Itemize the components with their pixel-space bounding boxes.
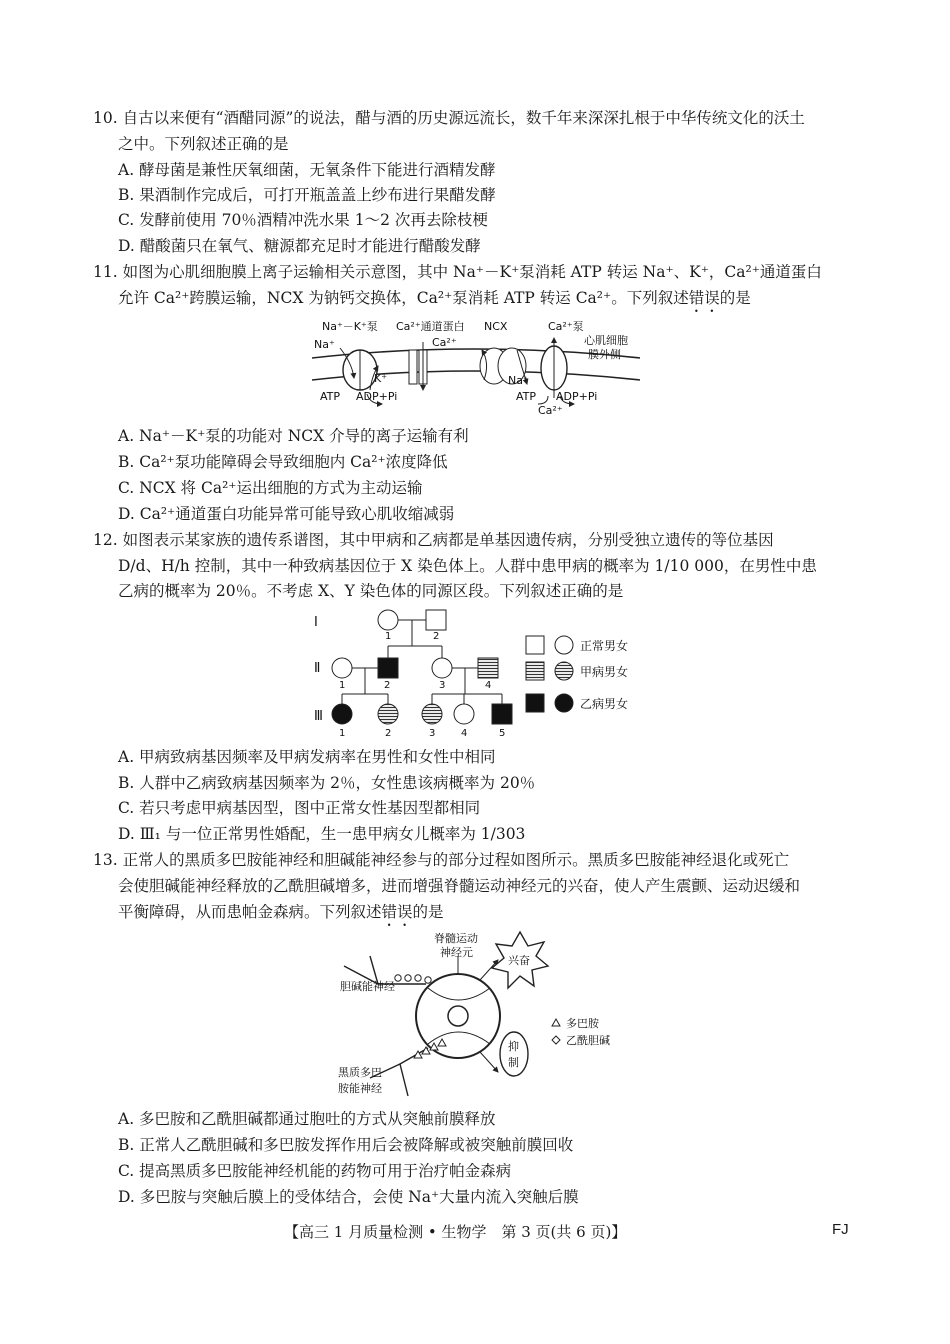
- legend-jia-female: [555, 662, 573, 680]
- neuron-figure: [330, 926, 630, 1102]
- q13-option-d: D. 多巴胺与突触后膜上的受体结合，会使 Na⁺大量内流入突触后膜: [118, 1188, 579, 1206]
- svg-text:4: 4: [461, 728, 468, 739]
- svg-text:1: 1: [385, 631, 392, 642]
- legend-yi-label: 乙病男女: [580, 697, 629, 711]
- q13-option-a: A. 多巴胺和乙酰胆碱都通过胞吐的方式从突触前膜释放: [118, 1110, 496, 1128]
- footer-right: FJ: [832, 1221, 849, 1238]
- gen3-male-5: [492, 704, 512, 724]
- legend-ach-label: 乙酰胆碱: [566, 1034, 610, 1047]
- q11-stem-line1: 11. 如图为心肌细胞膜上离子运输相关示意图，其中 Na⁺－K⁺泵消耗 ATP 转运 Na⁺、K⁺，Ca²⁺通道蛋白: [93, 263, 822, 281]
- legend-normal-male: [526, 636, 544, 654]
- q13-stem-line2: 会使胆碱能神经释放的乙酰胆碱增多，进而增强脊髓运动神经元的兴奋，使人产生震颤、运动迟缓和: [118, 877, 801, 895]
- gen1-female-1: [378, 610, 398, 630]
- fig-label-ncx: NCX: [484, 320, 508, 333]
- fig-spinal-1: 脊髓运动: [434, 932, 478, 945]
- svg-text:4: 4: [485, 680, 492, 691]
- gen3-female-1: [332, 704, 352, 724]
- fig-ion-k: K⁺: [374, 372, 388, 385]
- gen2-male-2: [378, 658, 398, 678]
- svg-text:5: 5: [499, 728, 506, 739]
- fig-label-outside-1: 心肌细胞: [584, 334, 628, 347]
- gen3-female-4: [454, 704, 474, 724]
- fig-inhibit-2: 制: [508, 1056, 519, 1069]
- gen1-male-2: [426, 610, 446, 630]
- gen2-male-4: [478, 658, 498, 678]
- q11-stem-line2: 允许 Ca²⁺跨膜运输，NCX 为钠钙交换体，Ca²⁺泵消耗 ATP 转运 Ca²⁺。下列叙述错误的是: [118, 289, 751, 307]
- q11-option-d: D. Ca²⁺通道蛋白功能异常可能导致心肌收缩减弱: [118, 505, 455, 523]
- q13-emphasis: 错误: [381, 903, 413, 921]
- gen-label-1: Ⅰ: [314, 615, 318, 630]
- legend-yi-female: [555, 694, 573, 712]
- q11-option-a: A. Na⁺－K⁺泵的功能对 NCX 介导的离子运输有利: [118, 427, 469, 445]
- fig-label-ca-pump: Ca²⁺泵: [548, 320, 584, 333]
- q13-option-c: C. 提高黑质多巴胺能神经机能的药物可用于治疗帕金森病: [118, 1162, 512, 1180]
- fig-ion-ca-bottom: Ca²⁺: [538, 404, 563, 417]
- svg-text:1: 1: [339, 680, 346, 691]
- legend-yi-male: [526, 694, 544, 712]
- legend-jia-label: 甲病男女: [580, 665, 629, 679]
- q12-stem-line2: D/d、H/h 控制，其中一种致病基因位于 X 染色体上。人群中患甲病的概率为 1/10 000，在男性中患: [118, 557, 817, 575]
- legend-normal-female: [555, 636, 573, 654]
- q11-option-c: C. NCX 将 Ca²⁺运出细胞的方式为主动运输: [118, 479, 423, 497]
- q11-emphasis: 错误: [688, 289, 720, 307]
- gen3-female-3: [422, 704, 442, 724]
- gen2-female-1: [332, 658, 352, 678]
- fig-atp-1: ATP: [320, 390, 341, 403]
- q13-option-b: B. 正常人乙酰胆碱和多巴胺发挥作用后会被降解或被突触前膜回收: [118, 1136, 574, 1154]
- legend-dopamine-icon: [552, 1019, 560, 1026]
- fig-adp-1: ADP+Pi: [356, 390, 398, 403]
- svg-text:2: 2: [385, 728, 392, 739]
- q12-option-a: A. 甲病致病基因频率及甲病发病率在男性和女性中相同: [118, 748, 496, 766]
- q13-stem-line1: 13. 正常人的黑质多巴胺能神经和胆碱能神经参与的部分过程如图所示。黑质多巴胺能神经退化或死亡: [93, 851, 790, 869]
- gen2-female-3: [432, 658, 452, 678]
- legend-ach-icon: [552, 1036, 560, 1044]
- legend-dopamine-label: 多巴胺: [566, 1017, 599, 1030]
- q10-option-b: B. 果酒制作完成后，可打开瓶盖盖上纱布进行果醋发酵: [118, 186, 496, 204]
- q10-option-d: D. 醋酸菌只在氧气、糖源都充足时才能进行醋酸发酵: [118, 237, 481, 255]
- q12-option-c: C. 若只考虑甲病基因型，图中正常女性基因型都相同: [118, 799, 481, 817]
- q10-option-a: A. 酵母菌是兼性厌氧细菌，无氧条件下能进行酒精发酵: [118, 161, 496, 179]
- svg-text:2: 2: [433, 631, 440, 642]
- svg-text:3: 3: [439, 680, 446, 691]
- q11-option-b: B. Ca²⁺泵功能障碍会导致细胞内 Ca²⁺浓度降低: [118, 453, 448, 471]
- fig-inhibit-1: 抑: [508, 1040, 519, 1053]
- fig-excite: 兴奋: [508, 954, 530, 967]
- q12-stem-line1: 12. 如图表示某家族的遗传系谱图，其中甲病和乙病都是单基因遗传病，分别受独立遗传的等位基因: [93, 531, 774, 549]
- legend-normal-label: 正常男女: [580, 639, 629, 653]
- pedigree-figure: [312, 604, 642, 740]
- fig-atp-2: ATP: [516, 390, 537, 403]
- fig-ion-ca-channel: Ca²⁺: [432, 336, 457, 349]
- fig-label-outside-2: 膜外侧: [588, 348, 621, 361]
- q12-option-d: D. Ⅲ₁ 与一位正常男性婚配，生一患甲病女儿概率为 1/303: [118, 825, 526, 843]
- fig-dopa-2: 胺能神经: [338, 1082, 382, 1095]
- svg-text:3: 3: [429, 728, 436, 739]
- ion-transport-figure: [312, 318, 640, 418]
- svg-text:1: 1: [339, 728, 346, 739]
- q10-stem-line2: 之中。下列叙述正确的是: [118, 135, 289, 153]
- gen-label-3: Ⅲ: [314, 709, 323, 724]
- fig-ion-na-ncx: Na⁺: [508, 374, 529, 387]
- svg-text:2: 2: [384, 680, 391, 691]
- fig-spinal-2: 神经元: [440, 946, 473, 959]
- fig-ion-na-top: Na⁺: [314, 338, 335, 351]
- fig-label-ca-channel: Ca²⁺通道蛋白: [396, 320, 465, 333]
- q12-option-b: B. 人群中乙病致病基因频率为 2％，女性患该病概率为 20％: [118, 774, 536, 792]
- fig-choline: 胆碱能神经: [340, 980, 395, 993]
- q12-stem-line3: 乙病的概率为 20％。不考虑 X、Y 染色体的同源区段。下列叙述正确的是: [118, 582, 624, 600]
- fig-adp-2: ADP+Pi: [556, 390, 598, 403]
- inhibit-blob: [500, 1032, 528, 1076]
- fig-label-na-k-pump: Na⁺－K⁺泵: [322, 320, 378, 333]
- fig-dopa-1: 黑质多巴: [338, 1066, 382, 1079]
- q13-stem-line3: 平衡障碍，从而患帕金森病。下列叙述错误的是: [118, 903, 444, 921]
- gen3-female-2: [378, 704, 398, 724]
- gen-label-2: Ⅱ: [314, 661, 321, 676]
- legend-jia-male: [526, 662, 544, 680]
- q10-stem-line1: 10. 自古以来便有“酒醋同源”的说法，醋与酒的历史源远流长，数千年来深深扎根于中华传统文化的沃土: [93, 109, 805, 127]
- q10-option-c: C. 发酵前使用 70％酒精冲洗水果 1～2 次再去除枝梗: [118, 211, 488, 229]
- footer-center: 【高三 1 月质量检测 • 生物学 第 3 页(共 6 页)】: [284, 1223, 627, 1241]
